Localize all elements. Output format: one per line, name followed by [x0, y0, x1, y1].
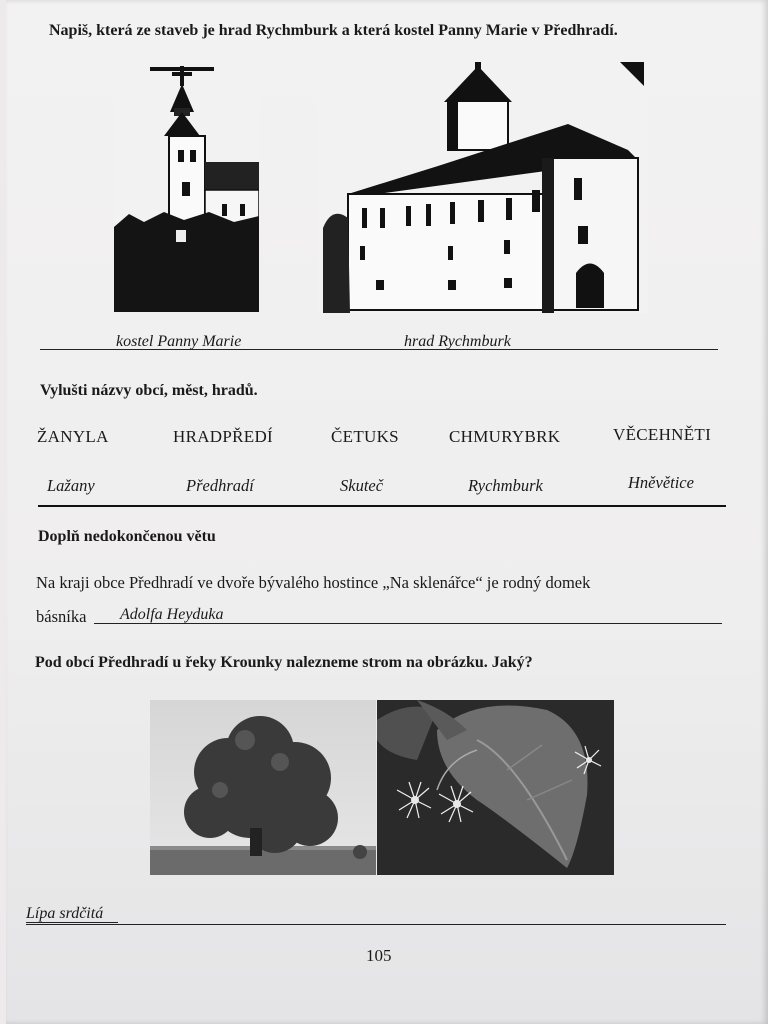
- linden-leaf-photo: [377, 700, 614, 875]
- anagram-3: ČETUKS: [331, 427, 399, 446]
- church-image: [114, 62, 259, 312]
- sentence-line-1: Na kraji obce Předhradí ve dvoře bývalého hostince „Na sklenářce“ je rodný domek: [36, 573, 591, 592]
- question-tree: Pod obcí Předhradí u řeky Krounky nalezneme strom na obrázku. Jaký?: [35, 654, 533, 671]
- question-sentence: Doplň nedokončenou větu: [38, 528, 216, 545]
- page-number: 105: [366, 946, 392, 965]
- answer-tree: Lípa srdčitá: [26, 905, 104, 922]
- question-buildings: Napiš, která ze staveb je hrad Rychmburk a která kostel Panny Marie v Předhradí.: [49, 22, 618, 39]
- anagram-4: CHMURYBRK: [449, 427, 561, 446]
- anagram-1: ŽANYLA: [37, 427, 109, 446]
- answer-castle: hrad Rychmburk: [404, 333, 511, 350]
- anagram-answer-1: Lažany: [47, 476, 95, 495]
- castle-image: [318, 58, 648, 313]
- anagram-answer-4: Rychmburk: [468, 476, 543, 495]
- answer-poet: Adolfa Heyduka: [120, 606, 224, 623]
- answer-church: kostel Panny Marie: [116, 333, 242, 350]
- anagram-5: VĚCEHNĚTI: [613, 425, 712, 444]
- answer-line-tree: [26, 924, 726, 925]
- anagram-answer-5: Hněvětice: [628, 473, 694, 492]
- workbook-page: [6, 0, 768, 1024]
- sentence-line-2-prefix: básníka: [36, 607, 87, 626]
- anagram-answer-2: Předhradí: [186, 476, 254, 495]
- anagram-2: HRADPŘEDÍ: [173, 427, 273, 446]
- divider-line: [38, 505, 726, 507]
- anagram-answer-3: Skuteč: [340, 476, 384, 495]
- tree-photo: [150, 700, 376, 875]
- answer-underline-tree: [26, 922, 118, 923]
- question-anagrams: Vylušti názvy obcí, měst, hradů.: [40, 382, 258, 399]
